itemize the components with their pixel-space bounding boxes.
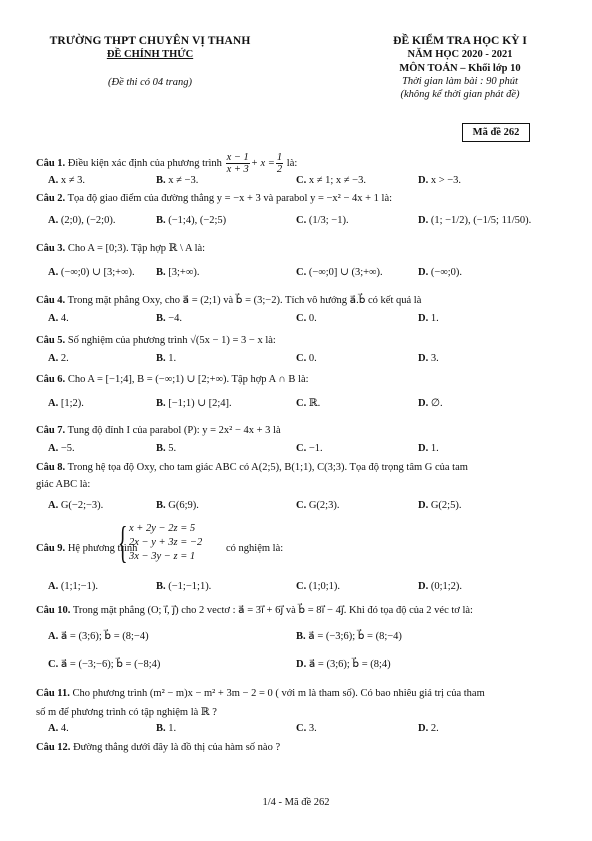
question-text: Tung độ đỉnh I của parabol (P): y = 2x² − 4x + 3 là — [67, 425, 281, 436]
exam-title: ĐỀ KIỂM TRA HỌC KỲ I — [393, 35, 527, 47]
question-label: Câu 7. — [36, 425, 66, 436]
question-11 — [36, 687, 576, 700]
option-d[interactable]: D. (−∞;0). — [418, 267, 463, 278]
options-row — [48, 174, 578, 188]
options-row — [48, 630, 578, 644]
option-d[interactable]: D. a⃗ = (3;6); b⃗ = (8;4) — [296, 659, 391, 670]
question-10 — [36, 604, 576, 617]
option-d[interactable]: D. 2. — [418, 723, 439, 734]
system-equation-2: 2x − y + 3z = −2 — [129, 537, 203, 548]
option-a[interactable]: A. (−∞;0) ∪ [3;+∞). — [48, 267, 135, 278]
question-text: Trong mặt phẳng (O; i⃗, j⃗) cho 2 vectơ : a⃗ = 3i⃗ + 6j⃗ và b⃗ = 8i⃗ − 4j⃗. Khi đó tọa độ của 2 véc tơ là: — [72, 605, 473, 616]
options-row — [48, 499, 578, 513]
fraction: $\frac{1}{2}$ — [276, 152, 283, 176]
question-label: Câu 10. — [36, 605, 71, 616]
option-b[interactable]: B. x ≠ −3. — [156, 175, 199, 186]
options-row — [48, 266, 578, 280]
question-text: Cho phương trình (m² − m)x − m² + 3m − 2 = 0 ( với m là tham số). Có bao nhiêu giá trị của tham — [72, 688, 485, 699]
header-left — [20, 34, 280, 89]
option-d[interactable]: D. (0;1;2). — [418, 581, 463, 592]
question-label: Câu 12. — [36, 742, 71, 753]
option-d[interactable]: D. 1. — [418, 443, 439, 454]
options-row — [48, 580, 578, 594]
option-a[interactable]: A. [1;2). — [48, 398, 84, 409]
option-a[interactable]: A. a⃗ = (3;6); b⃗ = (8;−4) — [48, 631, 149, 642]
option-d[interactable]: D. 1. — [418, 313, 439, 324]
option-c[interactable]: C. G(2;3). — [296, 500, 340, 511]
question-4 — [36, 294, 576, 307]
option-a[interactable]: A. x ≠ 3. — [48, 175, 85, 186]
option-c[interactable]: C. −1. — [296, 443, 323, 454]
question-label: Câu 11. — [36, 688, 70, 699]
exam-time-note: (không kể thời gian phát đề) — [400, 88, 520, 100]
question-text: Hệ phương trình — [67, 543, 138, 554]
option-a[interactable]: A. G(−2;−3). — [48, 500, 104, 511]
question-text: Tọa độ giao điểm của đường thẳng y = −x + 3 và parabol y = −x² − 4x + 1 là: — [67, 193, 393, 204]
question-tail: là: — [286, 157, 298, 169]
question-text: Điều kiện xác định của phương trình — [67, 157, 222, 169]
school-name: TRƯỜNG THPT CHUYÊN VỊ THANH — [49, 35, 251, 47]
option-a[interactable]: A. 4. — [48, 723, 69, 734]
option-d[interactable]: D. (1; −1/2), (−1/5; 11/50). — [418, 215, 532, 226]
question-label: Câu 2. — [36, 193, 66, 204]
option-d[interactable]: D. ∅. — [418, 398, 443, 409]
option-c[interactable]: C. ℝ. — [296, 398, 321, 409]
options-row — [48, 722, 578, 736]
subject: MÔN TOÁN – Khối lớp 10 — [399, 62, 521, 74]
option-c[interactable]: C. 0. — [296, 353, 317, 364]
option-c[interactable]: C. 0. — [296, 313, 317, 324]
pages-note: (Đề thi có 04 trang) — [108, 76, 192, 88]
question-8 — [36, 461, 576, 474]
question-text: Cho A = [0;3). Tập hợp ℝ \ A là: — [67, 243, 206, 254]
option-b[interactable]: B. (−1;4), (−2;5) — [156, 215, 227, 226]
question-text: số m để phương trình có tập nghiệm là ℝ ? — [36, 707, 217, 718]
option-b[interactable]: B. (−1;−1;1). — [156, 581, 212, 592]
fraction: $\frac{x - 1}{x + 3}$ — [226, 152, 249, 176]
option-d[interactable]: D. x > −3. — [418, 175, 462, 186]
question-12 — [36, 741, 576, 754]
option-b[interactable]: B. 1. — [156, 353, 177, 364]
header-right — [345, 34, 575, 101]
question-label: Câu 3. — [36, 243, 66, 254]
official-label: ĐỀ CHÍNH THỨC — [106, 49, 194, 61]
options-row — [48, 214, 578, 228]
exam-time: Thời gian làm bài : 90 phút — [402, 75, 518, 87]
options-row — [48, 397, 578, 411]
option-d[interactable]: D. 3. — [418, 353, 439, 364]
question-2 — [36, 192, 576, 205]
question-text: Trong hệ tọa độ Oxy, cho tam giác ABC có A(2;5), B(1;1), C(3;3). Tọa độ trọng tâm G của tam — [67, 462, 468, 473]
question-text: Số nghiệm của phương trình √(5x − 1) = 3 − x là: — [67, 335, 276, 346]
option-a[interactable]: A. 2. — [48, 353, 69, 364]
question-5 — [36, 334, 576, 347]
option-b[interactable]: B. 1. — [156, 723, 177, 734]
option-b[interactable]: B. [−1;1) ∪ [2;4]. — [156, 398, 232, 409]
question-label: Câu 4. — [36, 295, 66, 306]
option-c[interactable]: C. x ≠ 1; x ≠ −3. — [296, 175, 366, 186]
option-b[interactable]: B. a⃗ = (−3;6); b⃗ = (8;−4) — [296, 631, 402, 642]
brace-symbol: { — [118, 518, 128, 567]
question-1 — [36, 152, 576, 175]
option-c[interactable]: C. 3. — [296, 723, 317, 734]
equation-part: + x = — [250, 157, 275, 169]
page-footer: 1/4 - Mã đề 262 — [262, 797, 330, 808]
question-text: Cho A = [−1;4], B = (−∞;1) ∪ [2;+∞). Tập hợp A ∩ B là: — [67, 374, 309, 385]
question-8-continued — [36, 478, 576, 491]
question-label: Câu 8. — [36, 462, 66, 473]
question-3 — [36, 242, 576, 255]
option-c[interactable]: C. (−∞;0] ∪ (3;+∞). — [296, 267, 383, 278]
option-a[interactable]: A. (1;1;−1). — [48, 581, 98, 592]
option-b[interactable]: B. [3;+∞). — [156, 267, 200, 278]
option-a[interactable]: A. −5. — [48, 443, 75, 454]
school-year: NĂM HỌC 2020 - 2021 — [407, 49, 513, 61]
option-b[interactable]: B. 5. — [156, 443, 177, 454]
question-label: Câu 1. — [36, 157, 66, 169]
option-d[interactable]: D. G(2;5). — [418, 500, 462, 511]
option-b[interactable]: B. G(6;9). — [156, 500, 199, 511]
question-9-tail — [226, 542, 592, 555]
question-text: Đường thẳng dưới đây là đồ thị của hàm số nào ? — [73, 742, 281, 753]
question-7 — [36, 424, 576, 437]
question-label: Câu 9. — [36, 543, 66, 554]
question-text: giác ABC là: — [36, 479, 91, 490]
question-tail: có nghiệm là: — [226, 543, 284, 554]
option-c[interactable]: C. a⃗ = (−3;−6); b⃗ = (−8;4) — [48, 659, 161, 670]
question-6 — [36, 373, 576, 386]
options-row — [48, 442, 578, 456]
options-row — [48, 658, 578, 672]
option-a[interactable]: A. 4. — [48, 313, 69, 324]
system-equation-3: 3x − 3y − z = 1 — [129, 551, 196, 562]
exam-code-box: Mã đề 262 — [462, 123, 530, 142]
question-11-continued — [36, 706, 576, 719]
option-b[interactable]: B. −4. — [156, 313, 183, 324]
options-row — [48, 352, 578, 366]
question-label: Câu 5. — [36, 335, 66, 346]
option-c[interactable]: C. (1/3; −1). — [296, 215, 349, 226]
option-a[interactable]: A. (2;0), (−2;0). — [48, 215, 116, 226]
option-c[interactable]: C. (1;0;1). — [296, 581, 341, 592]
system-equation-1: x + 2y − 2z = 5 — [129, 523, 196, 534]
question-text: Trong mặt phẳng Oxy, cho a⃗ = (2;1) và b⃗ = (3;−2). Tích vô hướng a⃗.b⃗ có kết quả là — [67, 295, 422, 306]
question-label: Câu 6. — [36, 374, 66, 385]
options-row — [48, 312, 578, 326]
